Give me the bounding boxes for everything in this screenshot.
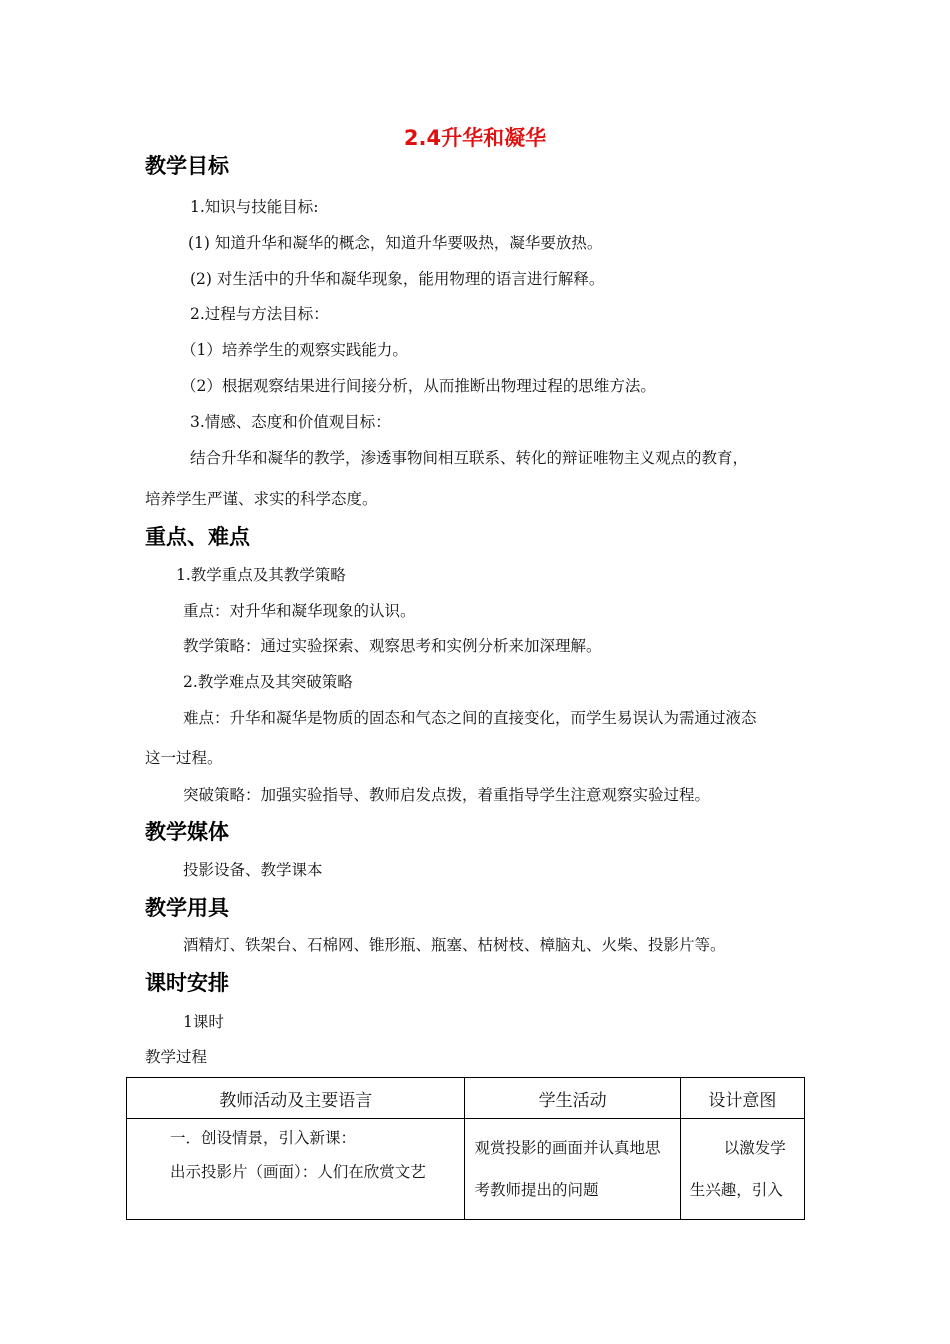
cell-student-activity (465, 1119, 680, 1220)
student-activity-text: 观赏投影的画面并认真地思考教师提出的问题 (474, 1139, 661, 1199)
heading-teaching-tools: 教学用具 (145, 896, 229, 920)
knowledge-goal-item-2: (2) 对生活中的升华和凝华现象，能用物理的语言进行解释。 (190, 270, 605, 288)
difficulty-line-1: 难点：升华和凝华是物质的固态和气态之间的直接变化，而学生易误认为需通过液态 (183, 709, 757, 727)
knowledge-goal-title: 1.知识与技能目标: (190, 198, 319, 216)
header-student-activity: 学生活动 (465, 1078, 680, 1119)
teaching-process-table (126, 1077, 805, 1220)
schedule-content: 1课时 (183, 1013, 224, 1031)
header-teacher-activity: 教师活动及主要语言 (127, 1078, 465, 1119)
heading-teaching-media: 教学媒体 (145, 820, 229, 844)
header-design-intent: 设计意图 (680, 1078, 804, 1119)
tools-content: 酒精灯、铁架台、石棉网、锥形瓶、瓶塞、枯树枝、樟脑丸、火柴、投影片等。 (183, 936, 726, 954)
focus-title: 1.教学重点及其教学策略 (176, 566, 346, 584)
process-goal-title: 2.过程与方法目标： (190, 305, 329, 323)
emotion-goal-line-2: 培养学生严谨、求实的科学态度。 (145, 490, 378, 508)
breakthrough-strategy: 突破策略：加强实验指导、教师启发点拨，着重指导学生注意观察实验过程。 (183, 786, 711, 804)
heading-teaching-goals: 教学目标 (145, 154, 229, 178)
media-content: 投影设备、教学课本 (183, 861, 323, 879)
heading-class-schedule: 课时安排 (145, 971, 229, 995)
focus-strategy: 教学策略：通过实验探索、观察思考和实例分析来加深理解。 (183, 637, 602, 655)
design-intent-text: 以激发学生兴趣，引入 (689, 1139, 786, 1199)
difficulty-line-2: 这一过程。 (145, 749, 223, 767)
emotion-goal-line-1: 结合升华和凝华的教学，渗透事物间相互联系、转化的辩证唯物主义观点的教育， (190, 449, 749, 467)
teacher-activity-line-1: 一．创设情景，引入新课： (170, 1129, 357, 1147)
cell-teacher-activity (127, 1119, 465, 1220)
cell-design-intent (680, 1119, 804, 1220)
focus-text: 重点：对升华和凝华现象的认识。 (183, 602, 416, 620)
heading-key-points: 重点、难点 (145, 525, 250, 549)
teacher-activity-line-2: 出示投影片（画面）：人们在欣赏文艺 (170, 1163, 426, 1181)
process-goal-item-2: （2）根据观察结果进行间接分析，从而推断出物理过程的思维方法。 (181, 377, 656, 395)
table-row (127, 1119, 805, 1220)
difficulty-title: 2.教学难点及其突破策略 (183, 673, 353, 691)
emotion-goal-title: 3.情感、态度和价值观目标： (190, 413, 391, 431)
knowledge-goal-item-1: (1) 知道升华和凝华的概念，知道升华要吸热，凝华要放热。 (188, 234, 603, 252)
page-title: 2.4升华和凝华 (403, 126, 547, 150)
process-goal-item-1: （1）培养学生的观察实践能力。 (181, 341, 408, 359)
process-label: 教学过程 (145, 1048, 208, 1066)
table-header-row (127, 1078, 805, 1119)
